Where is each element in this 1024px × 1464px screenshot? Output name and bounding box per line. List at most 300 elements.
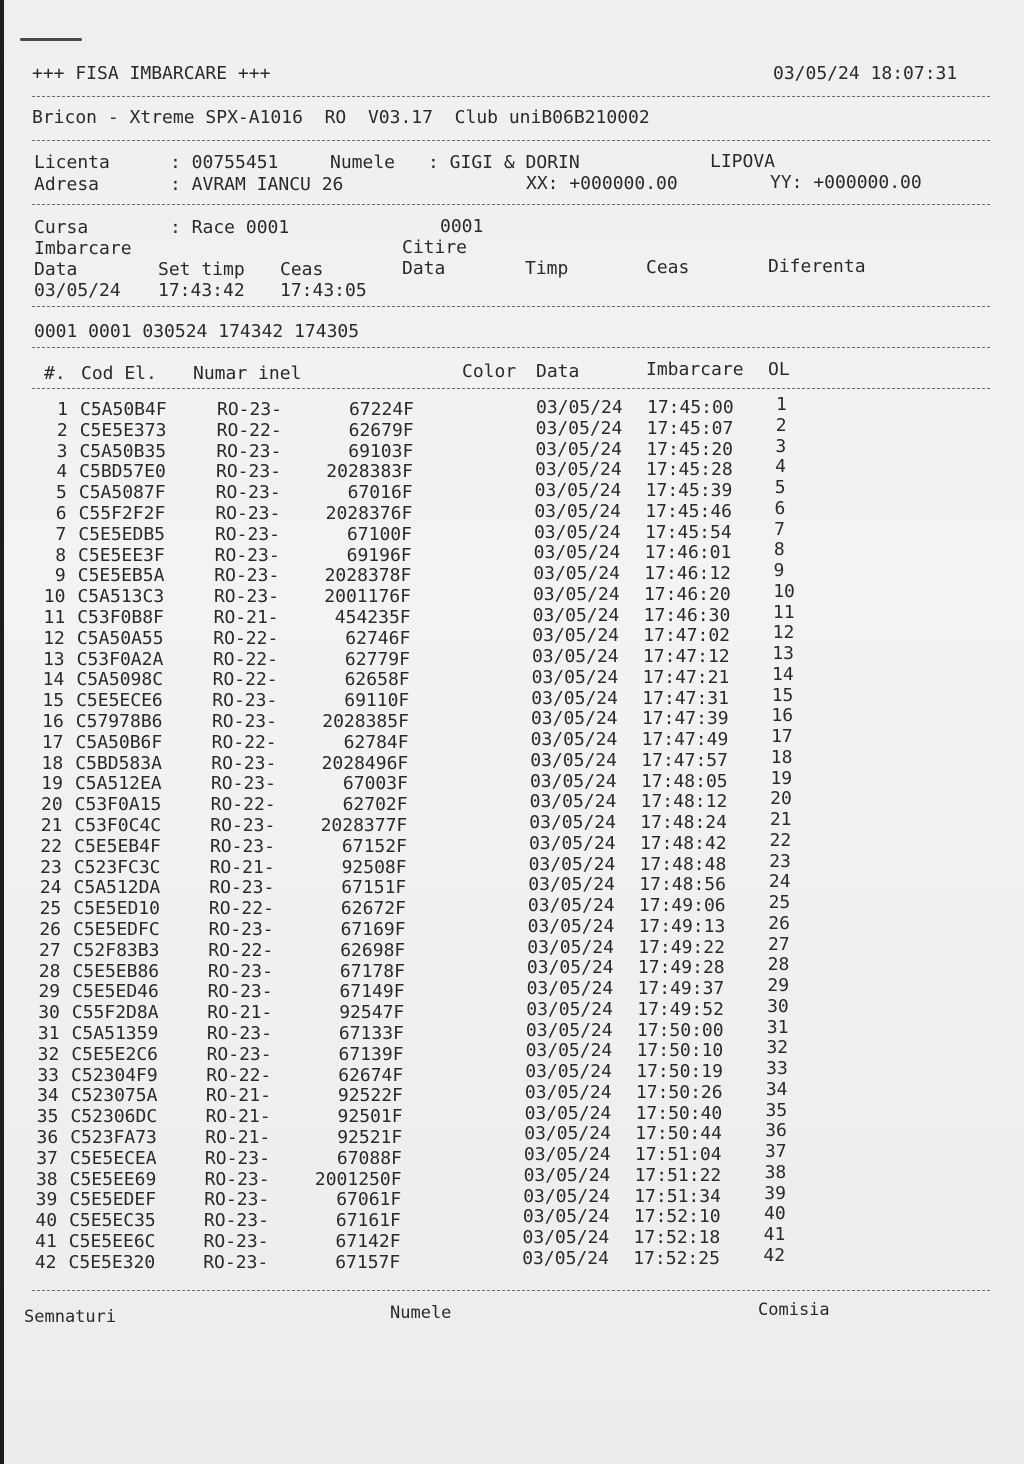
row-cod-el: C5E5EE69 bbox=[69, 1168, 157, 1190]
divider bbox=[32, 204, 990, 205]
imbarcare-label: Imbarcare bbox=[34, 238, 132, 259]
row-ring-prefix: RO-23- bbox=[214, 544, 280, 566]
row-time: 17:50:10 bbox=[636, 1040, 724, 1062]
row-number: 19 bbox=[41, 773, 63, 795]
row-date: 03/05/24 bbox=[536, 397, 623, 418]
row-ring-prefix: RO-23- bbox=[204, 1189, 270, 1211]
row-time: 17:47:57 bbox=[641, 749, 728, 771]
row-number: 28 bbox=[38, 960, 61, 982]
row-ol: 16 bbox=[771, 705, 794, 727]
row-cod-el: C5A50B6F bbox=[75, 731, 163, 753]
row-ring-number: 62658F bbox=[344, 669, 410, 691]
row-ol: 15 bbox=[771, 684, 794, 706]
row-time: 17:49:28 bbox=[637, 957, 725, 979]
row-ring-number: 67152F bbox=[341, 835, 407, 857]
row-ol: 5 bbox=[774, 477, 786, 498]
row-number: 16 bbox=[42, 711, 64, 732]
row-cod-el: C5A513C3 bbox=[77, 586, 165, 608]
row-number: 42 bbox=[34, 1251, 57, 1273]
row-ol: 9 bbox=[773, 560, 785, 581]
row-ring-prefix: RO-21- bbox=[213, 607, 279, 628]
row-cod-el: C52F83B3 bbox=[72, 939, 160, 961]
row-date: 03/05/24 bbox=[524, 1123, 611, 1145]
row-ring-prefix: RO-23- bbox=[207, 960, 273, 982]
row-number: 25 bbox=[39, 898, 62, 920]
row-number: 6 bbox=[55, 503, 67, 524]
col-header-color: Color bbox=[462, 361, 517, 382]
row-ring-number: 67224F bbox=[348, 399, 414, 420]
row-date: 03/05/24 bbox=[524, 1102, 612, 1124]
row-time: 17:47:12 bbox=[642, 646, 730, 667]
row-ring-number: 67100F bbox=[346, 523, 412, 545]
row-ring-number: 62702F bbox=[342, 794, 408, 816]
row-cod-el: C5E5ED10 bbox=[73, 898, 160, 920]
row-date: 03/05/24 bbox=[534, 500, 622, 522]
row-number: 32 bbox=[37, 1043, 60, 1065]
divider bbox=[32, 1290, 990, 1291]
ceas-label: Ceas bbox=[280, 259, 324, 280]
row-time: 17:50:44 bbox=[635, 1123, 722, 1145]
row-ring-prefix: RO-22- bbox=[212, 669, 278, 691]
row-cod-el: C5BD57E0 bbox=[79, 461, 166, 483]
row-ring-number: 92547F bbox=[339, 1002, 405, 1024]
row-time: 17:46:12 bbox=[644, 563, 731, 584]
row-ring-prefix: RO-23- bbox=[206, 1023, 272, 1044]
row-ring-prefix: RO-23- bbox=[206, 1043, 272, 1065]
row-cod-el: C52304F9 bbox=[71, 1064, 158, 1086]
row-ol: 4 bbox=[775, 456, 786, 478]
row-number: 5 bbox=[56, 482, 67, 504]
row-ring-prefix: RO-23- bbox=[215, 461, 282, 483]
row-number: 41 bbox=[35, 1231, 57, 1252]
row-ring-prefix: RO-22- bbox=[216, 419, 282, 441]
paper-edge bbox=[0, 0, 4, 1464]
col-header-inel: Numar inel bbox=[193, 363, 302, 384]
row-date: 03/05/24 bbox=[532, 604, 620, 626]
row-date: 03/05/24 bbox=[522, 1206, 610, 1228]
col-header-num: #. bbox=[44, 363, 66, 384]
row-ol: 25 bbox=[768, 892, 791, 913]
row-ol: 1 bbox=[776, 394, 787, 415]
row-time: 17:48:05 bbox=[640, 770, 728, 792]
row-date: 03/05/24 bbox=[522, 1247, 609, 1269]
diferenta-label: Diferenta bbox=[768, 256, 866, 277]
row-time: 17:52:10 bbox=[633, 1206, 721, 1228]
data-value: 03/05/24 bbox=[34, 280, 121, 301]
row-cod-el: C52306DC bbox=[70, 1106, 158, 1128]
row-time: 17:45:39 bbox=[645, 480, 733, 501]
row-ring-number: 2028383F bbox=[326, 461, 413, 483]
row-number: 38 bbox=[35, 1168, 58, 1190]
row-time: 17:49:37 bbox=[637, 978, 725, 999]
col-header-ol: OL bbox=[768, 359, 790, 380]
row-ring-number: 67169F bbox=[340, 919, 406, 940]
row-time: 17:47:31 bbox=[642, 687, 729, 709]
row-number: 36 bbox=[36, 1127, 59, 1148]
row-ol: 29 bbox=[767, 975, 790, 996]
row-ring-prefix: RO-23- bbox=[215, 482, 281, 504]
row-cod-el: C53F0A2A bbox=[76, 648, 164, 670]
cursa-code: 0001 bbox=[440, 216, 484, 237]
row-time: 17:50:40 bbox=[635, 1102, 723, 1124]
timp-label: Timp bbox=[525, 258, 569, 279]
row-date: 03/05/24 bbox=[524, 1081, 612, 1103]
row-ring-prefix: RO-23- bbox=[211, 711, 277, 732]
row-time: 17:50:19 bbox=[636, 1061, 723, 1082]
row-date: 03/05/24 bbox=[528, 853, 616, 875]
row-ol: 3 bbox=[775, 435, 787, 457]
row-ring-number: 62784F bbox=[343, 731, 409, 753]
row-ol: 18 bbox=[770, 746, 793, 768]
set-timp-value: 17:43:42 bbox=[158, 280, 245, 301]
row-cod-el: C57978B6 bbox=[75, 711, 163, 732]
row-ring-number: 67133F bbox=[338, 1023, 404, 1044]
row-ol: 26 bbox=[768, 912, 790, 934]
row-ring-prefix: RO-23- bbox=[215, 503, 281, 524]
row-time: 17:50:00 bbox=[636, 1019, 724, 1041]
row-number: 9 bbox=[54, 565, 66, 587]
row-date: 03/05/24 bbox=[526, 957, 614, 979]
row-ring-prefix: RO-23- bbox=[216, 440, 282, 462]
row-cod-el: C5A512EA bbox=[74, 773, 162, 795]
row-time: 17:47:21 bbox=[642, 666, 730, 688]
row-date: 03/05/24 bbox=[525, 1019, 613, 1041]
row-cod-el: C5A50A55 bbox=[76, 627, 164, 649]
row-cod-el: C5BD583A bbox=[75, 752, 162, 774]
row-ring-prefix: RO-21- bbox=[205, 1106, 271, 1128]
row-number: 3 bbox=[56, 440, 68, 462]
row-date: 03/05/24 bbox=[523, 1185, 610, 1207]
row-time: 17:46:01 bbox=[644, 542, 732, 564]
row-number: 22 bbox=[40, 835, 63, 857]
row-date: 03/05/24 bbox=[528, 832, 616, 854]
row-ol: 17 bbox=[771, 726, 793, 747]
row-number: 12 bbox=[43, 627, 65, 649]
row-ol: 21 bbox=[769, 809, 792, 830]
row-number: 33 bbox=[37, 1064, 60, 1086]
row-ol: 42 bbox=[763, 1244, 786, 1266]
row-ring-number: 92522F bbox=[337, 1085, 403, 1107]
row-date: 03/05/24 bbox=[529, 812, 616, 833]
row-ring-prefix: RO-23- bbox=[204, 1147, 270, 1169]
row-date: 03/05/24 bbox=[535, 438, 623, 460]
row-cod-el: C5A51359 bbox=[71, 1023, 159, 1044]
row-ring-number: 2001250F bbox=[314, 1168, 402, 1190]
data-label: Data bbox=[34, 259, 78, 280]
row-ol: 12 bbox=[772, 622, 795, 644]
row-cod-el: C5E5EE3F bbox=[78, 544, 165, 566]
row-cod-el: C5A5087F bbox=[78, 482, 166, 504]
row-ring-prefix: RO-21- bbox=[209, 856, 275, 878]
row-number: 11 bbox=[43, 607, 66, 628]
row-time: 17:45:00 bbox=[647, 397, 734, 418]
row-ring-number: 67178F bbox=[339, 960, 405, 982]
row-number: 2 bbox=[56, 419, 68, 441]
row-number: 29 bbox=[38, 981, 61, 1003]
row-ring-prefix: RO-22- bbox=[213, 627, 279, 649]
row-ol: 40 bbox=[763, 1203, 786, 1225]
row-date: 03/05/24 bbox=[533, 542, 621, 564]
row-ring-prefix: RO-21- bbox=[205, 1127, 271, 1148]
row-cod-el: C5E5EE6C bbox=[68, 1231, 156, 1252]
row-cod-el: C523FC3C bbox=[73, 856, 161, 878]
row-time: 17:48:56 bbox=[639, 874, 726, 896]
row-date: 03/05/24 bbox=[525, 1040, 613, 1062]
row-ring-prefix: RO-23- bbox=[212, 690, 278, 712]
row-ol: 8 bbox=[773, 539, 785, 561]
paper-tear-mark bbox=[20, 38, 82, 41]
row-ring-prefix: RO-23- bbox=[210, 815, 276, 836]
row-ring-number: 2001176F bbox=[324, 586, 411, 608]
row-date: 03/05/24 bbox=[531, 687, 618, 709]
row-ring-number: 62746F bbox=[345, 627, 411, 649]
row-number: 23 bbox=[40, 856, 62, 878]
row-cod-el: C523FA73 bbox=[70, 1127, 157, 1148]
document-title: +++ FISA IMBARCARE +++ bbox=[32, 63, 271, 84]
row-time: 17:48:42 bbox=[639, 832, 727, 854]
col-header-cod: Cod El. bbox=[81, 363, 157, 384]
row-ring-number: 62679F bbox=[348, 419, 414, 441]
row-ol: 27 bbox=[767, 933, 790, 955]
row-number: 39 bbox=[35, 1189, 58, 1211]
row-date: 03/05/24 bbox=[529, 770, 617, 792]
row-ring-prefix: RO-23- bbox=[208, 919, 274, 940]
row-number: 17 bbox=[41, 731, 64, 753]
row-cod-el: C5E5EC35 bbox=[69, 1210, 156, 1232]
row-ring-number: 67016F bbox=[347, 482, 413, 504]
row-time: 17:51:04 bbox=[634, 1144, 722, 1165]
citire-ceas-label: Ceas bbox=[646, 257, 690, 278]
licenta-label: Licenta bbox=[34, 152, 110, 173]
row-time: 17:46:20 bbox=[643, 583, 731, 605]
row-ring-number: 69103F bbox=[348, 440, 414, 462]
row-date: 03/05/24 bbox=[522, 1227, 610, 1248]
row-cod-el: C5E5ED46 bbox=[72, 981, 159, 1003]
row-date: 03/05/24 bbox=[523, 1164, 611, 1186]
citire-label: Citire bbox=[402, 237, 468, 258]
row-ol: 37 bbox=[764, 1141, 787, 1162]
row-ring-number: 67151F bbox=[341, 877, 407, 899]
cursa-label: Cursa bbox=[34, 217, 89, 238]
row-ol: 6 bbox=[774, 497, 786, 519]
row-ol: 39 bbox=[764, 1182, 786, 1204]
divider bbox=[32, 347, 990, 348]
row-ring-prefix: RO-22- bbox=[208, 898, 274, 920]
row-ring-number: 69196F bbox=[346, 544, 412, 566]
row-ol: 30 bbox=[767, 995, 789, 1017]
row-cod-el: C5A512DA bbox=[73, 877, 161, 899]
col-header-data: Data bbox=[536, 361, 580, 382]
row-ol: 38 bbox=[764, 1161, 787, 1183]
footer-semnaturi: Semnaturi bbox=[24, 1307, 117, 1327]
row-ring-number: 62672F bbox=[340, 898, 406, 920]
row-ol: 34 bbox=[765, 1078, 788, 1100]
row-ring-prefix: RO-22- bbox=[212, 648, 278, 670]
row-ol: 33 bbox=[766, 1058, 788, 1079]
row-ring-number: 62674F bbox=[338, 1064, 404, 1086]
row-date: 03/05/24 bbox=[532, 625, 619, 647]
row-ring-prefix: RO-23- bbox=[209, 835, 275, 857]
row-cod-el: C55F2D8A bbox=[71, 1002, 159, 1024]
race-summary-line: 0001 0001 030524 174342 174305 bbox=[34, 321, 360, 342]
row-ring-number: 67139F bbox=[338, 1043, 404, 1065]
footer-numele: Numele bbox=[390, 1303, 452, 1323]
row-ring-number: 67088F bbox=[336, 1147, 402, 1169]
row-date: 03/05/24 bbox=[526, 998, 613, 1020]
row-ol: 36 bbox=[765, 1120, 787, 1142]
row-ol: 32 bbox=[766, 1037, 789, 1059]
row-ol: 7 bbox=[774, 518, 785, 540]
row-cod-el: C53F0C4C bbox=[74, 815, 162, 836]
row-time: 17:45:07 bbox=[646, 417, 734, 439]
row-ol: 2 bbox=[775, 414, 787, 436]
row-date: 03/05/24 bbox=[528, 874, 615, 896]
row-number: 27 bbox=[39, 939, 61, 961]
row-number: 15 bbox=[42, 690, 65, 712]
row-ring-prefix: RO-22- bbox=[208, 939, 274, 961]
row-ring-prefix: RO-21- bbox=[207, 1002, 273, 1024]
row-number: 14 bbox=[42, 669, 65, 691]
row-ring-prefix: RO-22- bbox=[211, 731, 277, 753]
coord-xx: XX: +000000.00 bbox=[526, 173, 678, 194]
row-number: 40 bbox=[35, 1210, 58, 1232]
row-ol: 10 bbox=[773, 580, 795, 602]
row-time: 17:47:39 bbox=[641, 708, 729, 730]
row-ring-number: 2028496F bbox=[321, 752, 409, 774]
row-cod-el: C523075A bbox=[70, 1085, 158, 1107]
row-ol: 31 bbox=[766, 1016, 789, 1038]
row-ring-prefix: RO-23- bbox=[203, 1251, 269, 1273]
row-time: 17:52:18 bbox=[633, 1227, 721, 1248]
row-date: 03/05/24 bbox=[530, 749, 617, 771]
divider bbox=[32, 306, 990, 307]
row-number: 7 bbox=[55, 523, 67, 545]
row-ring-prefix: RO-22- bbox=[210, 794, 276, 816]
row-ring-number: 92521F bbox=[337, 1127, 403, 1148]
row-number: 20 bbox=[40, 794, 63, 816]
row-date: 03/05/24 bbox=[534, 480, 622, 501]
row-cod-el: C5E5E320 bbox=[68, 1251, 156, 1273]
device-info-line: Bricon - Xtreme SPX-A1016 RO V03.17 Club uniB06B210002 bbox=[32, 107, 650, 128]
row-time: 17:47:02 bbox=[643, 625, 730, 647]
row-ol: 35 bbox=[765, 1099, 788, 1121]
row-time: 17:46:30 bbox=[643, 604, 731, 626]
row-time: 17:45:46 bbox=[645, 500, 733, 522]
row-date: 03/05/24 bbox=[531, 646, 619, 667]
row-ring-number: 67003F bbox=[342, 773, 408, 795]
row-number: 31 bbox=[37, 1023, 60, 1044]
row-ring-prefix: RO-23- bbox=[211, 752, 277, 774]
row-number: 18 bbox=[41, 752, 64, 774]
row-cod-el: C5A5098C bbox=[76, 669, 164, 691]
adresa-value: : AVRAM IANCU 26 bbox=[170, 174, 344, 195]
row-time: 17:49:52 bbox=[637, 998, 724, 1020]
row-ring-number: 2028378F bbox=[324, 565, 412, 587]
row-ring-prefix: RO-21- bbox=[205, 1085, 271, 1107]
row-ring-prefix: RO-23- bbox=[207, 981, 273, 1003]
row-number: 35 bbox=[36, 1106, 59, 1128]
row-cod-el: C5E5EDFC bbox=[73, 919, 160, 940]
licenta-value: : 00755451 bbox=[170, 152, 279, 173]
row-date: 03/05/24 bbox=[535, 417, 623, 439]
row-number: 24 bbox=[39, 877, 62, 899]
row-cod-el: C53F0A15 bbox=[74, 794, 162, 816]
row-ring-number: 62779F bbox=[344, 648, 410, 670]
row-ring-prefix: RO-23- bbox=[217, 399, 283, 420]
row-time: 17:48:48 bbox=[639, 853, 727, 875]
divider bbox=[32, 140, 990, 141]
row-cod-el: C53F0B8F bbox=[77, 607, 164, 628]
row-ring-number: 67142F bbox=[335, 1231, 401, 1252]
row-time: 17:50:26 bbox=[635, 1081, 723, 1103]
divider bbox=[32, 96, 990, 97]
row-ol: 11 bbox=[772, 601, 795, 623]
footer-comisia: Comisia bbox=[758, 1300, 830, 1320]
row-time: 17:45:28 bbox=[645, 459, 733, 481]
row-cod-el: C5E5E373 bbox=[79, 419, 167, 441]
row-date: 03/05/24 bbox=[530, 708, 618, 730]
print-datetime: 03/05/24 18:07:31 bbox=[773, 63, 958, 84]
row-number: 1 bbox=[57, 399, 68, 420]
row-time: 17:45:20 bbox=[646, 438, 734, 460]
row-cod-el: C5E5EB5A bbox=[77, 565, 165, 587]
row-number: 8 bbox=[55, 544, 67, 566]
row-ring-prefix: RO-22- bbox=[206, 1064, 272, 1086]
row-ring-prefix: RO-23- bbox=[213, 586, 279, 608]
row-cod-el: C5E5EDB5 bbox=[78, 523, 166, 545]
row-time: 17:45:54 bbox=[644, 521, 732, 543]
numele-label: Numele bbox=[330, 152, 396, 173]
row-ring-number: 2028385F bbox=[322, 711, 409, 732]
row-date: 03/05/24 bbox=[527, 895, 615, 916]
localitate: LIPOVA bbox=[710, 151, 776, 172]
citire-data-label: Data bbox=[402, 258, 446, 279]
row-ol: 24 bbox=[768, 871, 791, 893]
row-cod-el: C5E5EB4F bbox=[74, 835, 161, 857]
row-ring-prefix: RO-23- bbox=[214, 565, 280, 587]
divider bbox=[32, 388, 990, 389]
numele-value: : GIGI & DORIN bbox=[428, 152, 580, 173]
row-ring-number: 62698F bbox=[340, 939, 406, 961]
ceas-value: 17:43:05 bbox=[280, 280, 367, 301]
row-ol: 22 bbox=[769, 829, 792, 851]
set-timp-label: Set timp bbox=[158, 259, 245, 280]
row-ring-number: 67157F bbox=[335, 1251, 401, 1273]
row-date: 03/05/24 bbox=[527, 915, 615, 937]
row-cod-el: C55F2F2F bbox=[78, 503, 166, 524]
row-ring-number: 2028376F bbox=[325, 503, 413, 524]
row-time: 17:48:24 bbox=[640, 812, 727, 833]
row-ring-prefix: RO-23- bbox=[203, 1231, 269, 1252]
row-ring-number: 67149F bbox=[339, 981, 405, 1003]
row-ol: 14 bbox=[771, 663, 794, 685]
row-ring-number: 2028377F bbox=[320, 815, 408, 836]
cursa-value: : Race 0001 bbox=[170, 217, 290, 238]
row-ring-number: 67061F bbox=[336, 1189, 402, 1211]
row-ring-number: 92501F bbox=[337, 1106, 403, 1128]
row-cod-el: C5A50B4F bbox=[80, 399, 167, 420]
row-ring-number: 454235F bbox=[334, 607, 411, 628]
row-ring-prefix: RO-23- bbox=[203, 1210, 269, 1232]
coord-yy: YY: +000000.00 bbox=[770, 172, 922, 193]
row-ring-number: 67161F bbox=[335, 1210, 401, 1232]
row-ring-number: 92508F bbox=[341, 856, 407, 878]
row-ol: 41 bbox=[763, 1224, 786, 1245]
row-date: 03/05/24 bbox=[533, 521, 621, 543]
row-time: 17:51:22 bbox=[634, 1164, 722, 1186]
row-cod-el: C5E5EB86 bbox=[72, 960, 160, 982]
row-ring-number: 69110F bbox=[344, 690, 410, 712]
